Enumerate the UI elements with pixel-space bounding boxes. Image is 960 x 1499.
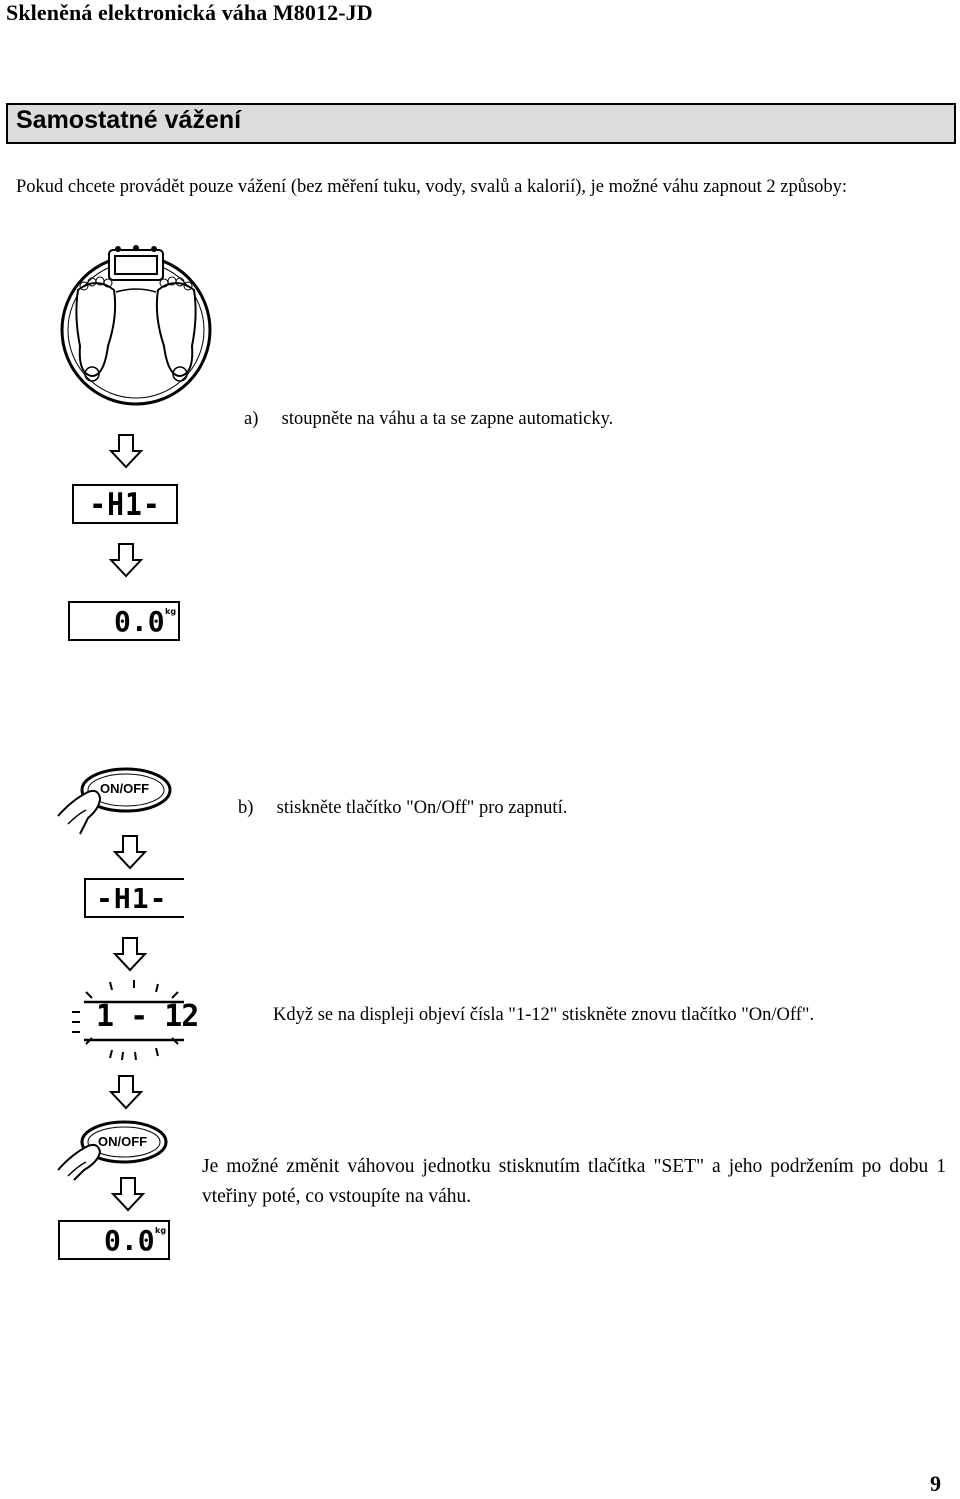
lcd-zero-text: 0.0 xyxy=(114,605,165,638)
lcd-display-zero xyxy=(68,601,180,641)
lcd-display-hi-2 xyxy=(84,878,184,918)
lcd-unit-text: kg xyxy=(165,607,177,616)
flash-instruction: Když se na displeji objeví čísla "1-12" stiskněte znovu tlačítko "On/Off". xyxy=(273,1005,815,1025)
down-arrow-icon xyxy=(108,542,144,578)
lcd-display-hi xyxy=(72,484,178,524)
lcd-unit-text-2: kg xyxy=(155,1226,167,1235)
scale-icon xyxy=(56,246,216,406)
step-a-marker: a) xyxy=(244,409,259,429)
lcd-zero-text-2: 0.0 xyxy=(104,1224,155,1257)
step-a-text: stoupněte na váhu a ta se zapne automaticky. xyxy=(281,409,614,429)
step-b-text: stiskněte tlačítko "On/Off" pro zapnutí. xyxy=(276,798,568,818)
step-b xyxy=(238,798,567,819)
down-arrow-icon xyxy=(112,936,148,972)
final-paragraph: Je možné změnit váhovou jednotku stisknutím tlačítka "SET" a jeho podržením po dobu 1 vteřiny poté, co vstoupíte na váhu. xyxy=(202,1156,946,1207)
step-b-marker: b) xyxy=(238,798,254,818)
finger-press-icon xyxy=(52,766,182,838)
down-arrow-icon xyxy=(108,433,144,469)
lcd-display-zero-2 xyxy=(58,1220,170,1260)
down-arrow-icon xyxy=(108,1074,144,1110)
down-arrow-icon xyxy=(112,834,148,870)
document-title: Skleněná elektronická váha M8012-JD xyxy=(6,0,373,25)
lcd-range-text: 1 - 12 xyxy=(96,999,199,1034)
lcd-hi-text-2: -H1- xyxy=(96,881,168,915)
section-heading: Samostatné vážení xyxy=(16,106,242,134)
lcd-hi-text: -H1- xyxy=(89,485,161,523)
onoff-button-label: ON/OFF xyxy=(100,781,150,796)
onoff-button-label-2: ON/OFF xyxy=(98,1134,148,1149)
down-arrow-icon xyxy=(110,1176,146,1212)
intro-paragraph: Pokud chcete provádět pouze vážení (bez měření tuku, vody, svalů a kalorií), je možné váhu zapnout 2 způsoby: xyxy=(16,177,848,197)
step-a xyxy=(244,409,613,430)
page-number: 9 xyxy=(930,1471,941,1496)
